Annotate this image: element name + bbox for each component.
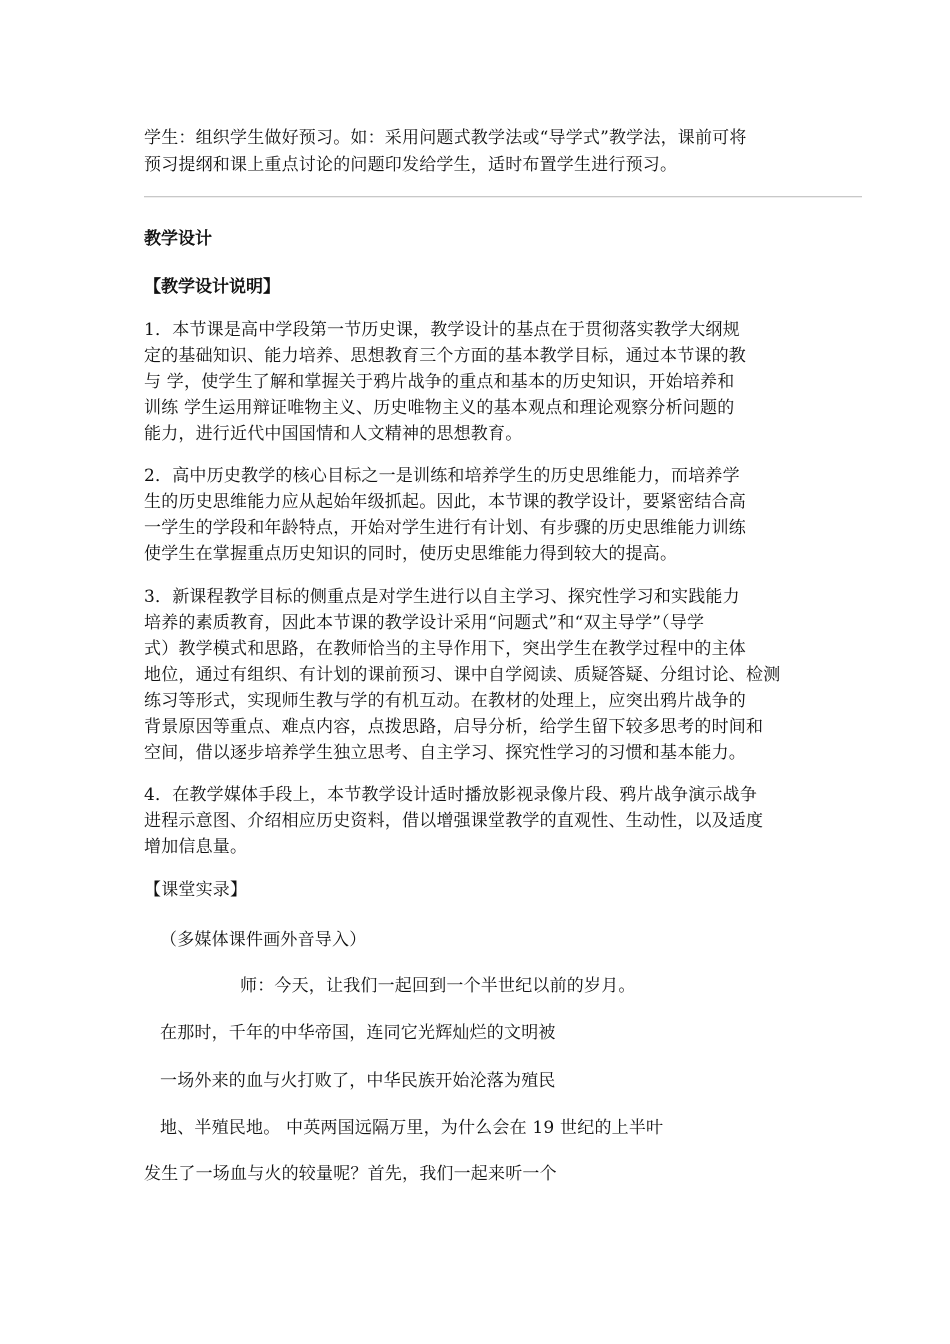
- paragraph-1-line-1: 1．本节课是高中学段第一节历史课，教学设计的基点在于贯彻落实教学大纲规: [144, 320, 740, 340]
- paragraph-1-line-5: 能力，进行近代中国国情和人文精神的思想教育。: [144, 424, 523, 444]
- paragraph-3-line-3: 式）教学模式和思路，在教师恰当的主导作用下，突出学生在教学过程中的主体: [144, 639, 746, 659]
- horizontal-divider: [144, 196, 862, 198]
- paragraph-2-line-1: 2．高中历史教学的核心目标之一是训练和培养学生的历史思维能力，而培养学: [144, 466, 740, 486]
- record-line-3: 在那时，千年的中华帝国，连同它光辉灿烂的文明被: [160, 1023, 556, 1043]
- paragraph-3-line-1: 3．新课程教学目标的侧重点是对学生进行以自主学习、探究性学习和实践能力: [144, 587, 740, 607]
- paragraph-3-line-6: 背景原因等重点、难点内容，点拨思路，启导分析，给学生留下较多思考的时间和: [144, 717, 764, 737]
- paragraph-2-line-2: 生的历史思维能力应从起始年级抓起。因此，本节课的教学设计，要紧密结合高: [144, 492, 746, 512]
- record-line-6: 发生了一场血与火的较量呢？首先，我们一起来听一个: [144, 1164, 557, 1184]
- record-line-4: 一场外来的血与火打败了，中华民族开始沦落为殖民: [160, 1071, 556, 1091]
- intro-line-1: 学生：组织学生做好预习。如：采用问题式教学法或“导学式”教学法，课前可将: [144, 128, 747, 148]
- paragraph-1-line-2: 定的基础知识、能力培养、思想教育三个方面的基本教学目标，通过本节课的教: [144, 346, 746, 366]
- paragraph-3-line-7: 空间，借以逐步培养学生独立思考、自主学习、探究性学习的习惯和基本能力。: [144, 743, 746, 763]
- paragraph-2-line-3: 一学生的学段和年龄特点，开始对学生进行有计划、有步骤的历史思维能力训练: [144, 518, 746, 538]
- intro-line-2: 预习提纲和课上重点讨论的问题印发给学生，适时布置学生进行预习。: [144, 155, 678, 175]
- section-subtitle: 【教学设计说明】: [144, 277, 280, 297]
- paragraph-4-line-2: 进程示意图、介绍相应历史资料，借以增强课堂教学的直观性、生动性，以及适度: [144, 811, 764, 831]
- paragraph-3-line-5: 练习等形式，实现师生教与学的有机互动。在教材的处理上，应突出鸦片战争的: [144, 691, 746, 711]
- record-line-2: 师：今天，让我们一起回到一个半世纪以前的岁月。: [240, 976, 636, 996]
- record-title: 【课堂实录】: [144, 880, 248, 900]
- record-line-5: 地、半殖民地。 中英两国远隔万里，为什么会在 19 世纪的上半叶: [160, 1118, 664, 1138]
- paragraph-3-line-4: 地位，通过有组织、有计划的课前预习、课中自学阅读、质疑答疑、分组讨论、检测: [144, 665, 781, 685]
- paragraph-4-line-1: 4．在教学媒体手段上，本节教学设计适时播放影视录像片段、鸦片战争演示战争: [144, 785, 758, 805]
- paragraph-4-line-3: 增加信息量。: [144, 837, 248, 857]
- section-title: 教学设计: [144, 229, 212, 249]
- paragraph-1-line-3: 与 学，使学生了解和掌握关于鸦片战争的重点和基本的历史知识，开始培养和: [144, 372, 735, 392]
- paragraph-1-line-4: 训练 学生运用辩证唯物主义、历史唯物主义的基本观点和理论观察分析问题的: [144, 398, 735, 418]
- record-line-1: （多媒体课件画外音导入）: [160, 930, 367, 950]
- paragraph-2-line-4: 使学生在掌握重点历史知识的同时，使历史思维能力得到较大的提高。: [144, 544, 678, 564]
- paragraph-3-line-2: 培养的素质教育，因此本节课的教学设计采用“问题式”和“双主导学”（导学: [144, 613, 705, 633]
